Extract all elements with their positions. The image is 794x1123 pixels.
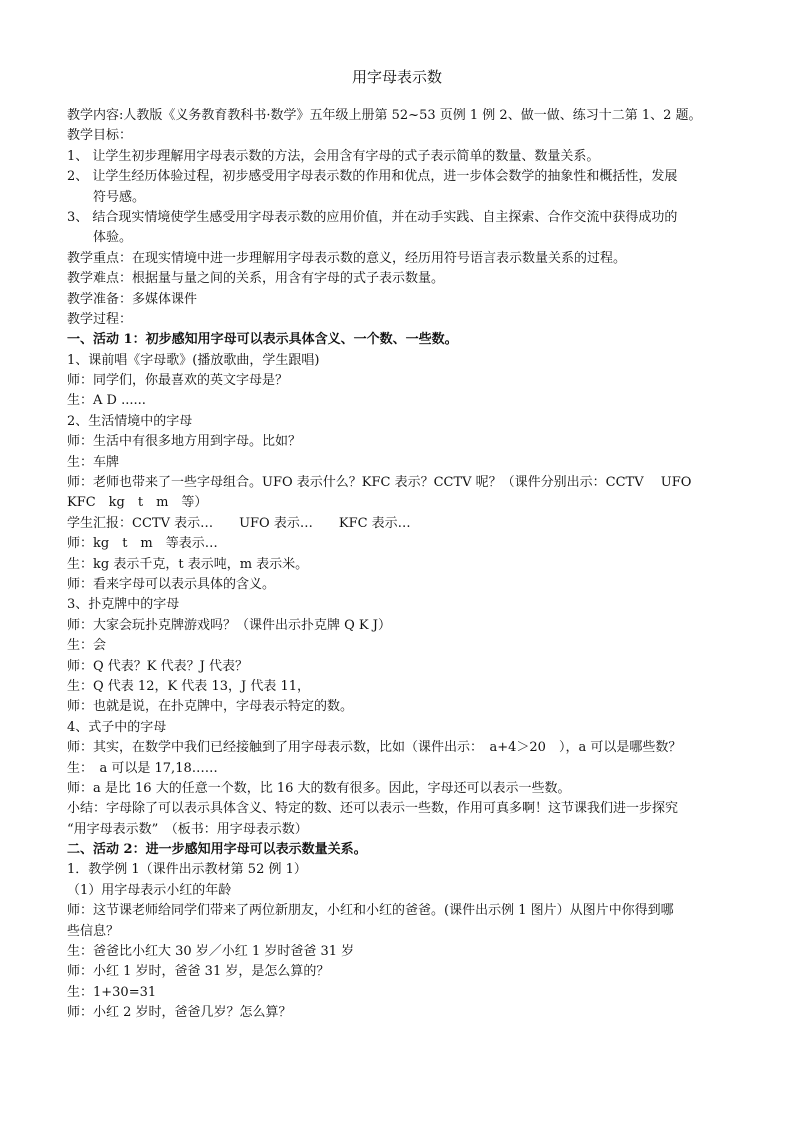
text-line: 3、扑克牌中的字母 <box>67 597 180 613</box>
text-line: 教学内容:人教版《义务教育教科书·数学》五年级上册第 52~53 页例 1 例 2、做一做、练习十二第 1、2 题。 <box>67 108 702 123</box>
text-line: 2、 让学生经历体验过程，初步感受用字母表示数的作用和优点，进一步体会数学的抽象性和概括性，发展 <box>67 169 678 185</box>
document-body <box>67 106 731 1024</box>
text-line: 生：kg 表示千克，t 表示吨，m 表示米。 <box>67 556 309 572</box>
text-line: 教学重点：在现实情境中进一步理解用字母表示数的意义，经历用符号语言表示数量关系的过程。 <box>67 250 627 266</box>
document-title: 用字母表示数 <box>351 68 442 86</box>
text-line: 师：同学们，你最喜欢的英文字母是？ <box>67 373 289 389</box>
text-line: 教学目标： <box>67 128 133 144</box>
text-line: 生：车牌 <box>67 454 120 470</box>
text-line: 学生汇报：CCTV 表示… UFO 表示… KFC 表示… <box>67 515 411 531</box>
text-line: 师：a 是比 16 大的任意一个数，比 16 大的数有很多。因此，字母还可以表示一些数。 <box>67 780 571 796</box>
text-line: 教学准备：多媒体课件 <box>67 291 198 307</box>
text-line: “用字母表示数” （板书：用字母表示数） <box>67 821 308 837</box>
text-line: 些信息？ <box>67 923 120 939</box>
text-line: 生：1+30=31 <box>67 984 157 1000</box>
text-line: 2、生活情境中的字母 <box>67 413 193 429</box>
text-line: 师：生活中有很多地方用到字母。比如？ <box>67 434 302 450</box>
text-line: 1、 让学生初步理解用字母表示数的方法，会用含有字母的式子表示简单的数量、数量关系。 <box>67 148 600 164</box>
text-line: 师：也就是说，在扑克牌中，字母表示特定的数。 <box>67 699 354 715</box>
text-line: 一、活动 1：初步感知用字母可以表示具体含义、一个数、一些数。 <box>67 332 458 348</box>
text-line: 师：kg t m 等表示… <box>67 536 218 552</box>
text-line: 1、课前唱《字母歌》(播放歌曲，学生跟唱) <box>67 352 320 368</box>
text-line: 师：这节课老师给同学们带来了两位新朋友，小红和小红的爸爸。(课件出示例 1 图片）从图片中你得到哪 <box>67 903 674 919</box>
text-line: KFC kg t m 等） <box>67 495 208 511</box>
text-line: 1．教学例 1（课件出示教材第 52 例 1） <box>67 862 307 878</box>
text-line: 教学过程： <box>67 311 133 327</box>
text-line: 生：Q 代表 12，K 代表 13，J 代表 11， <box>67 678 311 694</box>
text-line: 4、式子中的字母 <box>67 719 167 735</box>
text-line: 师：大家会玩扑克牌游戏吗？（课件出示扑克牌 Q K J） <box>67 617 391 633</box>
text-line: 体验。 <box>93 230 133 246</box>
text-line: （1）用字母表示小红的年龄 <box>67 882 232 898</box>
text-line: 师：老师也带来了一些字母组合。UFO 表示什么？KFC 表示？CCTV 呢？（课件分别出示：CCTV UFO <box>67 475 692 491</box>
text-line: 生： a 可以是 17,18…… <box>67 760 218 776</box>
text-line: 师：小红 2 岁时，爸爸几岁？怎么算？ <box>67 1005 292 1021</box>
text-line: 师：看来字母可以表示具体的含义。 <box>67 576 276 592</box>
text-line: 生：会 <box>67 638 107 654</box>
text-line: 师：Q 代表？K 代表？J 代表？ <box>67 658 248 674</box>
text-line: 生：爸爸比小红大 30 岁／小红 1 岁时爸爸 31 岁 <box>67 944 355 960</box>
text-line: 师：小红 1 岁时，爸爸 31 岁，是怎么算的？ <box>67 964 330 980</box>
text-line: 生：A D ...... <box>67 393 146 409</box>
text-line: 二、活动 2：进一步感知用字母可以表示数量关系。 <box>67 842 367 858</box>
text-line: 3、 结合现实情境使学生感受用字母表示数的应用价值，并在动手实践、自主探索、合作交流中获得成功的 <box>67 209 678 225</box>
text-line: 符号感。 <box>93 189 146 205</box>
text-line: 师：其实，在数学中我们已经接触到了用字母表示数，比如（课件出示： a+4＞20 ），a 可以是哪些数？ <box>67 740 682 756</box>
text-line: 教学难点：根据量与量之间的关系，用含有字母的式子表示数量。 <box>67 271 445 287</box>
text-line: 小结：字母除了可以表示具体含义、特定的数、还可以表示一些数，作用可真多啊！这节课我们进一步探究 <box>67 801 679 817</box>
